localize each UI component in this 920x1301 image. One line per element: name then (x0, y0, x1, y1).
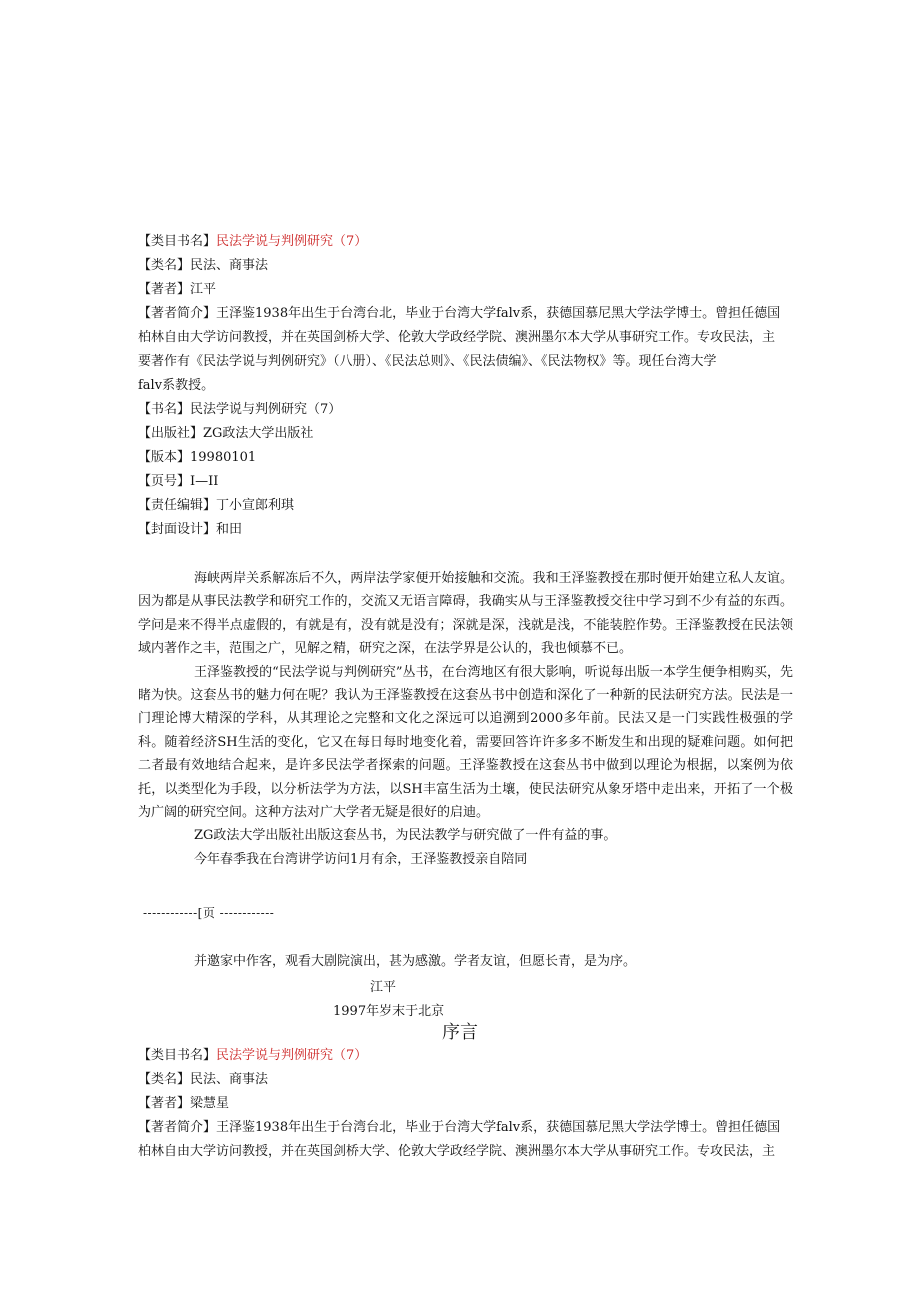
cover-design-line: 【封面设计】和田 (138, 522, 243, 537)
category-line: 【类名】民法、商事法 (138, 258, 269, 273)
author-bio-line-2-2: 柏林自由大学访问教授，并在英国剑桥大学、伦敦大学政经学院、澳洲墨尔本大学从事研究工作。专攻民法，主 (138, 1144, 776, 1159)
author-bio-line-1: 【著者简介】王泽鉴1938年出生于台湾台北，毕业于台湾大学falv系，获德国慕尼黑大学法学博士。曾担任德国 (138, 306, 781, 321)
book-name-line: 【书名】民法学说与判例研究（7） (138, 402, 342, 417)
signing-date: 1997年岁末于北京 (333, 1004, 445, 1019)
paragraph-1: 海峡两岸关系解冻后不久，两岸法学家便开始接触和交流。我和王泽鉴教授在那时便开始建立私人友谊。因为都是从事民法教学和研究工作的，交流又无语言障碍，我确实从与王泽鉴教授交往中学习到不少有益的东西。学问是来不得半点虚假的，有就是有，没有就是没有；深就是深，浅就是浅，不能装腔作势。王泽鉴教授在民法领域内著作之丰，范围之广，见解之精，研究之深，在法学界是公认的，我也倾慕不已。 (138, 571, 793, 657)
category-book-link-2[interactable]: 民法学说与判例研究（7） (216, 1048, 368, 1063)
category-line-2: 【类名】民法、商事法 (138, 1072, 269, 1087)
section-title: 序言 (442, 1022, 478, 1043)
page-number-line: 【页号】I—II (138, 474, 219, 489)
editor-line: 【责任编辑】丁小宣郎利琪 (138, 498, 295, 513)
category-book-link[interactable]: 民法学说与判例研究（7） (216, 234, 368, 249)
category-book-label: 【类目书名】 (138, 234, 217, 249)
signer-name: 江平 (370, 980, 397, 995)
paragraph-4: 今年春季我在台湾讲学访问1月有余，王泽鉴教授亲自陪同 (194, 851, 528, 867)
author-bio-line-2-1: 【著者简介】王泽鉴1938年出生于台湾台北，毕业于台湾大学falv系，获德国慕尼黑大学法学博士。曾担任德国 (138, 1120, 781, 1135)
closing-text: 并邀家中作客，观看大剧院演出，甚为感激。学者友谊，但愿长青，是为序。 (194, 954, 637, 969)
category-book-line-2 (138, 1046, 367, 1066)
preface-body (138, 567, 793, 871)
author-bio-line-4: falv系教授。 (138, 378, 215, 393)
author-line-2: 【著者】梁慧星 (138, 1096, 230, 1111)
author-bio-line-2: 柏林自由大学访问教授，并在英国剑桥大学、伦敦大学政经学院、澳洲墨尔本大学从事研究工作。专攻民法，主 (138, 330, 776, 345)
author-bio-line-3: 要著作有《民法学说与判例研究》（八册）、《民法总则》、《民法债编》、《民法物权》等。现任台湾大学 (138, 354, 717, 369)
author-line: 【著者】江平 (138, 282, 217, 297)
publisher-line: 【出版社】ZG政法大学出版社 (138, 426, 314, 441)
paragraph-3: ZG政法大学出版社出版这套丛书，为民法教学与研究做了一件有益的事。 (194, 828, 617, 844)
category-book-label-2: 【类目书名】 (138, 1048, 217, 1063)
paragraph-2: 王泽鉴教授的“民法学说与判例研究”丛书，在台湾地区有很大影响，听说每出版一本学生便争相购买，先睹为快。这套丛书的魅力何在呢？我认为王泽鉴教授在这套丛书中创造和深化了一种新的民法研究方法。民法是一门理论博大精深的学科，从其理论之完整和文化之深远可以追溯到2000多年前。民法又是一门实践性极强的学科。随着经济SH生活的变化，它又在每日每时地变化着，需要回答许许多多不断发生和出现的疑难问题。如何把二者最有效地结合起来，是许多民法学者探索的问题。王泽鉴教授在这套丛书中做到以理论为根据，以案例为依托，以类型化为手段，以分析法学为方法，以SH丰富生活为土壤，使民法研究从象牙塔中走出来，开拓了一个极为广阔的研究空间。这种方法对广大学者无疑是很好的启迪。 (138, 664, 793, 821)
category-book-line (138, 232, 367, 252)
edition-line: 【版本】19980101 (138, 450, 257, 465)
page-separator: ------------[页 ------------ (143, 906, 275, 920)
